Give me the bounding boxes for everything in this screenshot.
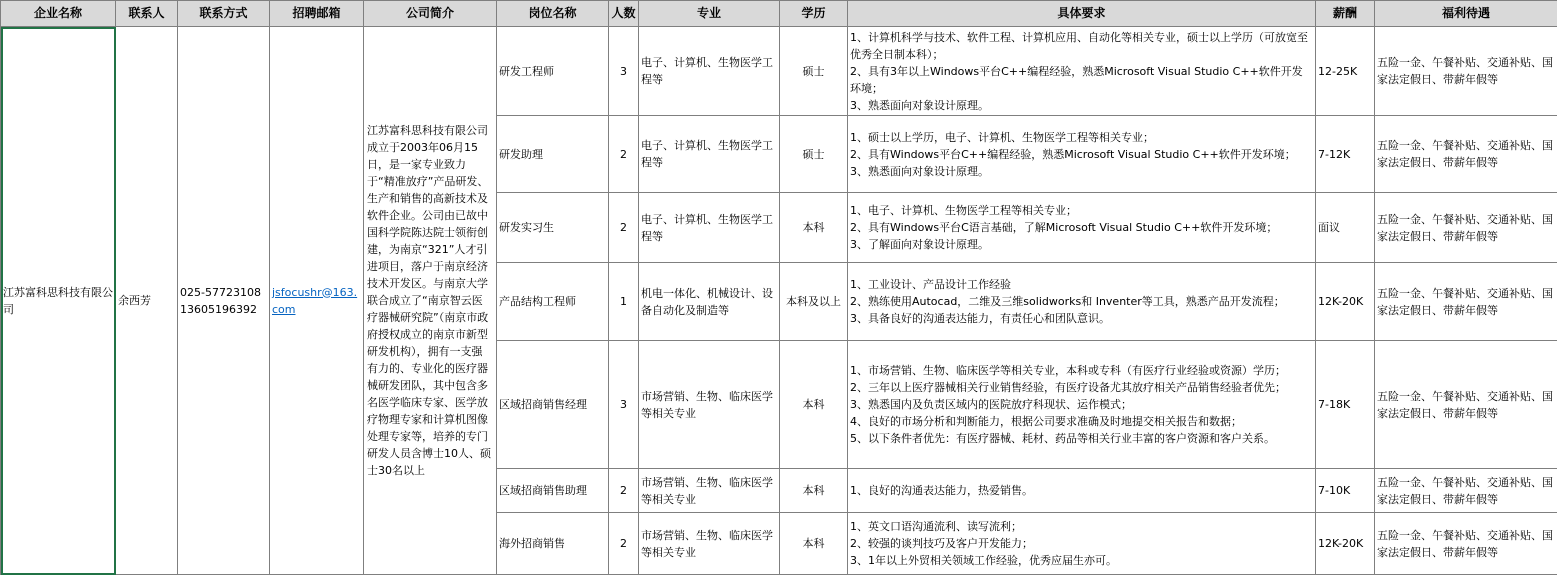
- degree-cell[interactable]: 本科及以上: [780, 263, 848, 341]
- company-name-cell[interactable]: 江苏富科思科技有限公司: [1, 27, 116, 575]
- requirements-cell[interactable]: [848, 513, 1316, 575]
- requirement-line: 3、熟悉国内及负责区域内的医院放疗科现状、运作模式；: [850, 398, 1132, 411]
- requirement-line: 2、三年以上医疗器械相关行业销售经验，有医疗设备尤其放疗相关产品销售经验者优先；: [850, 381, 1286, 394]
- requirements-cell[interactable]: [848, 341, 1316, 469]
- welfare-cell[interactable]: 五险一金、午餐补贴、交通补贴、国家法定假日、带薪年假等: [1375, 341, 1557, 469]
- requirement-line: 4、良好的市场分析和判断能力，根据公司要求准确及时地提交相关报告和数据；: [850, 415, 1242, 428]
- requirement-line: 2、较强的谈判技巧及客户开发能力；: [850, 537, 1033, 550]
- header-intro[interactable]: 公司简介: [364, 1, 497, 27]
- welfare-cell[interactable]: 五险一金、午餐补贴、交通补贴、国家法定假日、带薪年假等: [1375, 116, 1557, 193]
- requirement-line: 2、具有Windows平台C语言基础，了解Microsoft Visual Studio C++软件开发环境；: [850, 221, 1278, 234]
- table-row: [1, 27, 1557, 116]
- requirement-line: 3、熟悉面向对象设计原理。: [850, 164, 989, 178]
- requirement-line: 1、市场营销、生物、临床医学等相关专业，本科或专科（有医疗行业经验或资源）学历；: [850, 364, 1286, 377]
- header-position[interactable]: 岗位名称: [497, 1, 609, 27]
- header-major[interactable]: 专业: [639, 1, 780, 27]
- major-cell[interactable]: 电子、计算机、生物医学工程等: [639, 116, 780, 193]
- degree-cell[interactable]: 本科: [780, 341, 848, 469]
- major-cell[interactable]: 电子、计算机、生物医学工程等: [639, 27, 780, 116]
- welfare-cell[interactable]: 五险一金、午餐补贴、交通补贴、国家法定假日、带薪年假等: [1375, 27, 1557, 116]
- requirements-cell[interactable]: [848, 116, 1316, 193]
- major-cell[interactable]: 电子、计算机、生物医学工程等: [639, 193, 780, 263]
- degree-cell[interactable]: 硕士: [780, 116, 848, 193]
- intro-cell[interactable]: 江苏富科思科技有限公司成立于2003年06月15日，是一家专业致力于“精准放疗”产品研发、生产和销售的高新技术及软件企业。公司由已故中国科学院陈达院士领衔创建，为南京“321”人才引进项目，落户于南京经济技术开发区。与南京大学联合成立了“南京智云医疗器械研究院”（南京市政府授权成立的南京市新型研发机构），拥有一支强有力的、专业化的医疗器械研发团队，其中包含多名医学临床专家、医学放疗物理专家和计算机图像处理专家等，培养的专门研发人员含博士10人、硕士30名以上: [364, 27, 497, 575]
- contact-cell[interactable]: 余西芳: [116, 27, 178, 575]
- email-cell[interactable]: [270, 27, 364, 575]
- header-company-name[interactable]: 企业名称: [1, 1, 116, 27]
- position-cell[interactable]: 区域招商销售助理: [497, 469, 609, 513]
- salary-cell[interactable]: 7-10K: [1316, 469, 1375, 513]
- header-count[interactable]: 人数: [609, 1, 639, 27]
- requirements-cell[interactable]: [848, 469, 1316, 513]
- salary-cell[interactable]: 12-25K: [1316, 27, 1375, 116]
- welfare-cell[interactable]: 五险一金、午餐补贴、交通补贴、国家法定假日、带薪年假等: [1375, 469, 1557, 513]
- welfare-cell[interactable]: 五险一金、午餐补贴、交通补贴、国家法定假日、带薪年假等: [1375, 513, 1557, 575]
- header-row: [1, 1, 1557, 27]
- requirement-line: 1、硕士以上学历，电子、计算机、生物医学工程等相关专业；: [850, 130, 1154, 144]
- requirements-cell[interactable]: [848, 27, 1316, 116]
- requirement-line: 1、电子、计算机、生物医学工程等相关专业；: [850, 204, 1077, 217]
- position-cell[interactable]: 产品结构工程师: [497, 263, 609, 341]
- requirement-line: 2、具有Windows平台C++编程经验，熟悉Microsoft Visual Studio C++软件开发环境；: [850, 147, 1296, 161]
- position-cell[interactable]: 研发工程师: [497, 27, 609, 116]
- requirement-line: 1、英文口语沟通流利、读写流利；: [850, 520, 1022, 533]
- header-contact[interactable]: 联系人: [116, 1, 178, 27]
- requirement-line: 1、良好的沟通表达能力，热爱销售。: [850, 484, 1033, 497]
- position-cell[interactable]: 区域招商销售经理: [497, 341, 609, 469]
- count-cell[interactable]: 2: [609, 193, 639, 263]
- degree-cell[interactable]: 本科: [780, 469, 848, 513]
- count-cell[interactable]: 2: [609, 469, 639, 513]
- salary-cell[interactable]: 7-18K: [1316, 341, 1375, 469]
- major-cell[interactable]: 机电一体化、机械设计、设备自动化及制造等: [639, 263, 780, 341]
- requirement-line: 3、熟悉面向对象设计原理。: [850, 98, 989, 112]
- header-degree[interactable]: 学历: [780, 1, 848, 27]
- phone-2: 13605196392: [180, 302, 257, 316]
- header-salary[interactable]: 薪酬: [1316, 1, 1375, 27]
- phone-cell[interactable]: [178, 27, 270, 575]
- welfare-cell[interactable]: 五险一金、午餐补贴、交通补贴、国家法定假日、带薪年假等: [1375, 193, 1557, 263]
- major-cell[interactable]: 市场营销、生物、临床医学等相关专业: [639, 513, 780, 575]
- degree-cell[interactable]: 硕士: [780, 27, 848, 116]
- email-link[interactable]: jsfocushr@163.com: [272, 285, 358, 316]
- requirement-line: 1、工业设计、产品设计工作经验: [850, 278, 1011, 291]
- major-cell[interactable]: 市场营销、生物、临床医学等相关专业: [639, 469, 780, 513]
- count-cell[interactable]: 1: [609, 263, 639, 341]
- requirement-line: 1、计算机科学与技术、软件工程、计算机应用、自动化等相关专业，硕士以上学历（可放宽至优秀全日制本科）；: [850, 30, 1308, 61]
- salary-cell[interactable]: 7-12K: [1316, 116, 1375, 193]
- requirement-line: 3、具备良好的沟通表达能力，有责任心和团队意识。: [850, 312, 1110, 325]
- position-cell[interactable]: 海外招商销售: [497, 513, 609, 575]
- major-cell[interactable]: 市场营销、生物、临床医学等相关专业: [639, 341, 780, 469]
- requirement-line: 3、了解面向对象设计原理。: [850, 238, 989, 251]
- position-cell[interactable]: 研发实习生: [497, 193, 609, 263]
- welfare-cell[interactable]: 五险一金、午餐补贴、交通补贴、国家法定假日、带薪年假等: [1375, 263, 1557, 341]
- requirement-line: 2、熟练使用Autocad，二维及三维solidworks和 Inventer等工具，熟悉产品开发流程；: [850, 295, 1285, 308]
- phone-1: 025-57723108: [180, 285, 261, 299]
- salary-cell[interactable]: 12K-20K: [1316, 513, 1375, 575]
- degree-cell[interactable]: 本科: [780, 513, 848, 575]
- count-cell[interactable]: 2: [609, 116, 639, 193]
- header-phone[interactable]: 联系方式: [178, 1, 270, 27]
- requirements-cell[interactable]: [848, 193, 1316, 263]
- header-email[interactable]: 招聘邮箱: [270, 1, 364, 27]
- salary-cell[interactable]: 12K-20K: [1316, 263, 1375, 341]
- header-requirements[interactable]: 具体要求: [848, 1, 1316, 27]
- count-cell[interactable]: 3: [609, 27, 639, 116]
- degree-cell[interactable]: 本科: [780, 193, 848, 263]
- count-cell[interactable]: 2: [609, 513, 639, 575]
- header-welfare[interactable]: 福利待遇: [1375, 1, 1557, 27]
- salary-cell[interactable]: 面议: [1316, 193, 1375, 263]
- position-cell[interactable]: 研发助理: [497, 116, 609, 193]
- requirement-line: 5、以下条件者优先：有医疗器械、耗材、药品等相关行业丰富的客户资源和客户关系。: [850, 432, 1275, 445]
- requirements-cell[interactable]: [848, 263, 1316, 341]
- count-cell[interactable]: 3: [609, 341, 639, 469]
- requirement-line: 3、1年以上外贸相关领域工作经验，优秀应届生亦可。: [850, 554, 1117, 567]
- requirement-line: 2、具有3年以上Windows平台C++编程经验，熟悉Microsoft Visual Studio C++软件开发环境；: [850, 64, 1303, 95]
